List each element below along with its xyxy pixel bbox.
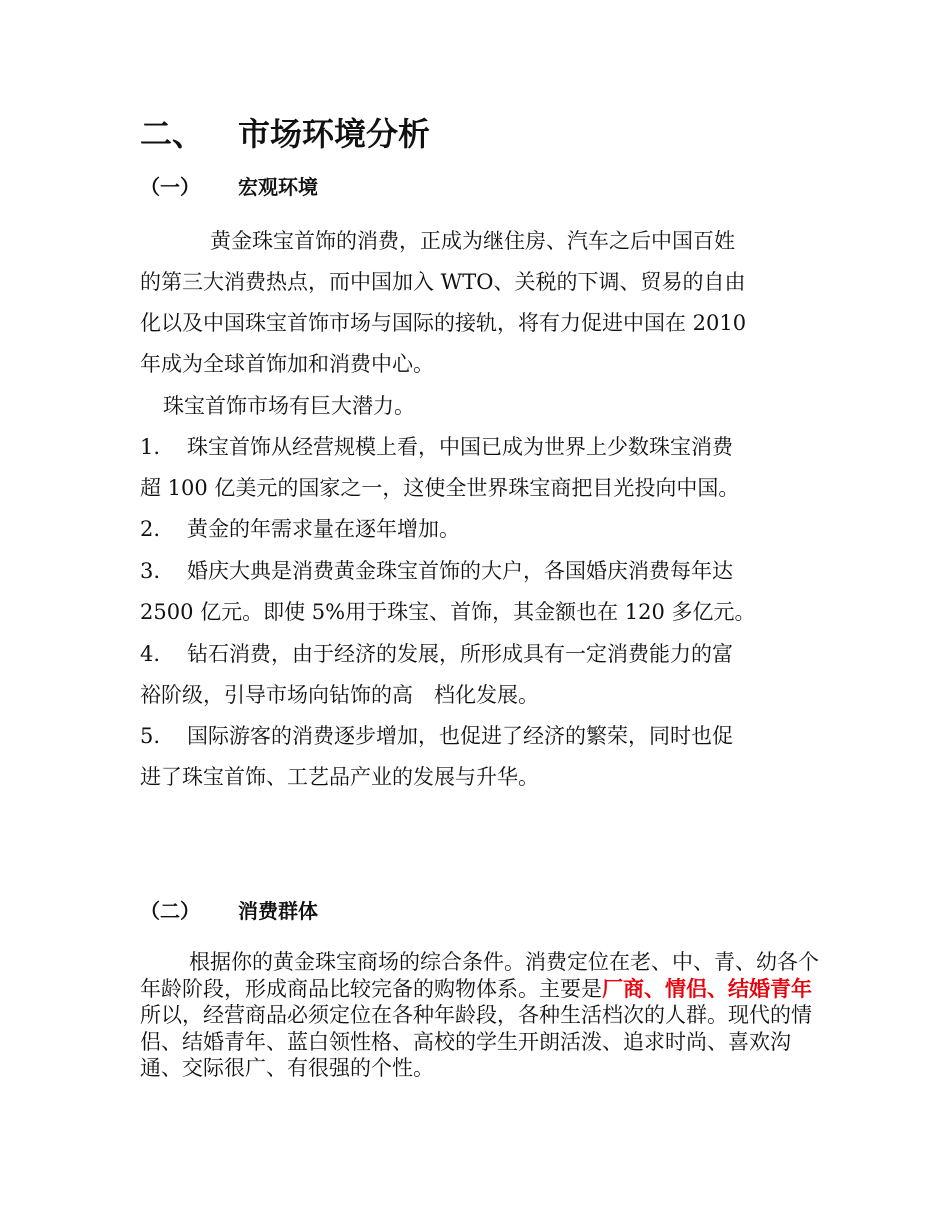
consumer-paragraph <box>140 949 820 1082</box>
potential-line: 珠宝首饰市场有巨大潜力。 <box>163 394 415 418</box>
subsection-title: 消费群体 <box>238 899 318 923</box>
intro-line: 黄金珠宝首饰的消费，正成为继住房、汽车之后中国百姓 <box>210 229 735 253</box>
list-item-continuation: 裕阶级，引导市场向钻饰的高 档化发展。 <box>140 683 539 707</box>
list-item-text: 钻石消费，由于经济的发展，所形成具有一定消费能力的富 <box>187 642 733 666</box>
list-item <box>140 721 733 751</box>
subsection-heading-macro <box>140 172 318 202</box>
list-item-number: 3. <box>140 559 161 583</box>
section-title: 市场环境分析 <box>238 115 431 153</box>
subsection-number: （二） <box>140 899 200 923</box>
list-item <box>140 639 733 669</box>
list-item-continuation: 2500 亿元。即使 5%用于珠宝、首饰，其金额也在 120 多亿元。 <box>140 600 756 624</box>
list-item-number: 5. <box>140 724 161 748</box>
subsection-heading-consumers <box>140 896 318 926</box>
list-item <box>140 556 733 586</box>
list-item-continuation: 超 100 亿美元的国家之一，这使全世界珠宝商把目光投向中国。 <box>140 476 740 500</box>
list-item-number: 4. <box>140 642 161 666</box>
intro-line: 的第三大消费热点，而中国加入 WTO、关税的下调、贸易的自由 <box>140 270 746 294</box>
intro-line: 年成为全球首饰加和消费中心。 <box>140 352 434 376</box>
consumer-text-after: 所以，经营商品必须定位在各种年龄段，各种生活档次的人群。现代的情侣、结婚青年、蓝白领性格、高校的学生开朗活泼、追求时尚、喜欢沟通、交际很广、有很强的个性。 <box>140 1003 812 1080</box>
list-item-continuation: 进了珠宝首饰、工艺品产业的发展与升华。 <box>140 765 539 789</box>
highlighted-target-groups: 厂商、情侣、结婚青年 <box>602 976 812 1001</box>
subsection-title: 宏观环境 <box>238 175 318 199</box>
section-number: 二、 <box>140 115 205 153</box>
subsection-number: （一） <box>140 175 200 199</box>
list-item-number: 1. <box>140 435 161 459</box>
list-item-text: 婚庆大典是消费黄金珠宝首饰的大户，各国婚庆消费每年达 <box>187 559 733 583</box>
section-heading <box>140 112 430 156</box>
list-item-text: 珠宝首饰从经营规模上看，中国已成为世界上少数珠宝消费 <box>187 435 733 459</box>
intro-line: 化以及中国珠宝首饰市场与国际的接轨，将有力促进中国在 2010 <box>140 311 747 335</box>
consumer-text-before: 根据你的黄金珠宝商场的综合条件。消费定位在老、中、青、幼各个年龄阶段，形成商品比较完备的购物体系。主要是 <box>140 950 819 1001</box>
list-item <box>140 514 460 544</box>
list-item-number: 2. <box>140 517 161 541</box>
list-item-text: 国际游客的消费逐步增加，也促进了经济的繁荣，同时也促 <box>187 724 733 748</box>
list-item <box>140 432 733 462</box>
list-item-text: 黄金的年需求量在逐年增加。 <box>187 517 460 541</box>
